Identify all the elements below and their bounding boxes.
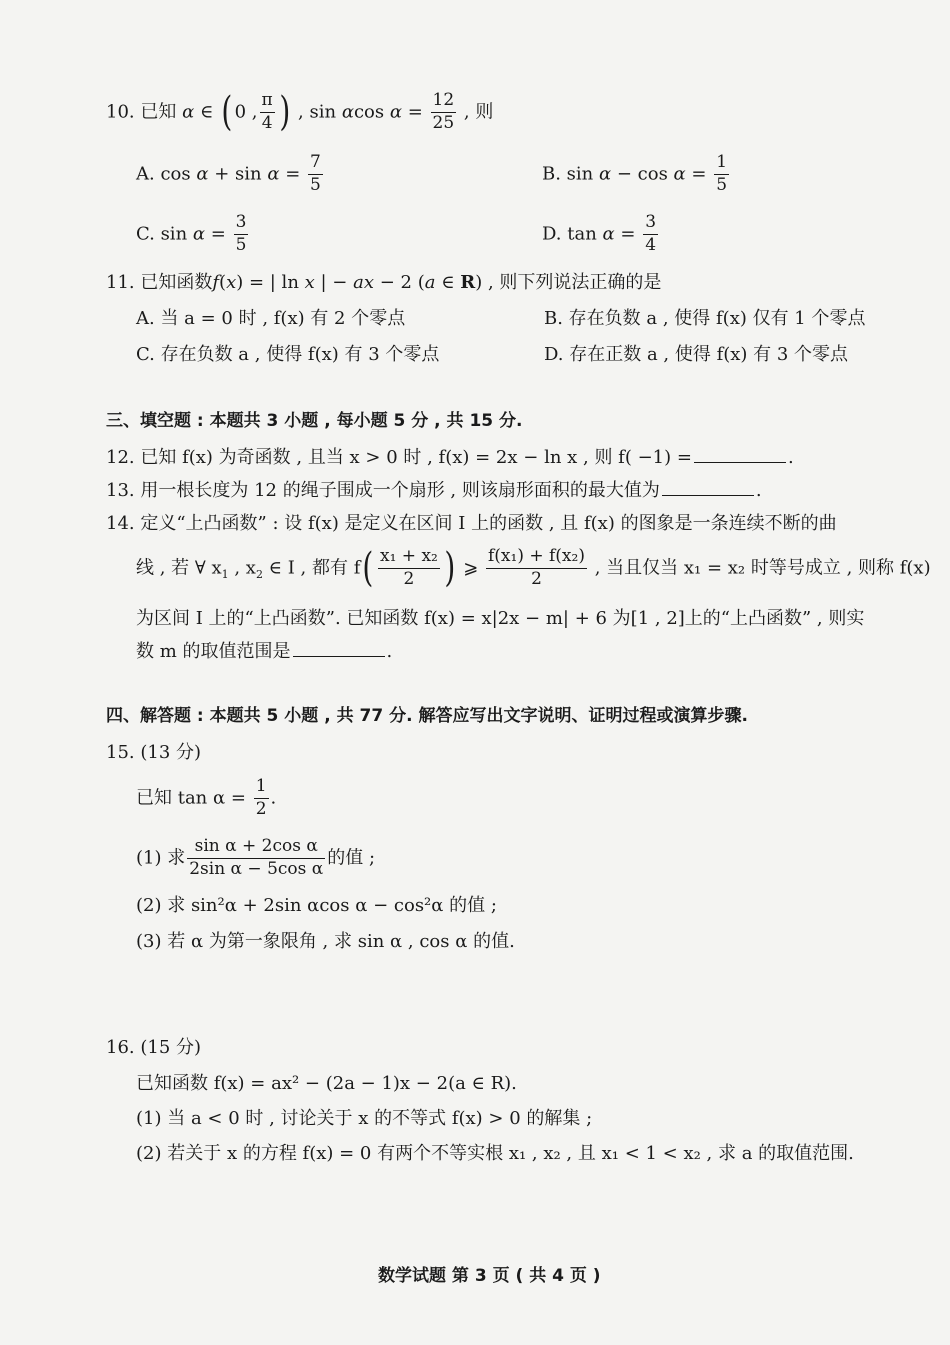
q11-option-a: A. 当 a = 0 时 , f(x) 有 2 个零点 bbox=[136, 308, 406, 329]
q14-line1: 14. 定义“上凸函数” : 设 f(x) 是定义在区间 I 上的函数 , 且 f(x) 的图象是一条连续不断的曲 bbox=[106, 513, 837, 534]
q14-line4: 数 m 的取值范围是 . bbox=[136, 641, 393, 662]
q16-given: 已知函数 f(x) = ax² − (2a − 1)x − 2(a ∈ R). bbox=[136, 1073, 517, 1094]
q10-right-paren: ) bbox=[279, 89, 290, 136]
q14-answer-blank bbox=[293, 656, 385, 657]
q10-end: , 则 bbox=[458, 101, 494, 123]
q16-head: 16. (15 分) bbox=[106, 1037, 202, 1058]
q10-zero: 0 , bbox=[234, 101, 258, 123]
q11-option-b: B. 存在负数 a , 使得 f(x) 仅有 1 个零点 bbox=[544, 308, 866, 329]
q16-part1: (1) 当 a < 0 时 , 讨论关于 x 的不等式 f(x) > 0 的解集 ; bbox=[136, 1108, 593, 1129]
section-4-title: 四、解答题 : 本题共 5 小题 , 共 77 分. 解答应写出文字说明、证明过程或演算步骤. bbox=[106, 706, 748, 726]
q16-part2: (2) 若关于 x 的方程 f(x) = 0 有两个不等实根 x₁ , x₂ , 且 x₁ < 1 < x₂ , 求 a 的取值范围. bbox=[136, 1143, 854, 1164]
q15-head: 15. (13 分) bbox=[106, 742, 202, 763]
q12-answer-blank bbox=[694, 462, 786, 463]
q13: 13. 用一根长度为 12 的绳子围成一个扇形 , 则该扇形面积的最大值为 . bbox=[106, 480, 762, 501]
q10-sin: , sin bbox=[292, 101, 342, 123]
q10-cos: cos bbox=[353, 101, 390, 123]
q10-option-a: A. cos α + sin α = $\frac{7}{5}$ bbox=[136, 152, 321, 195]
q11-stem: 11. 已知函数f(x) = | ln x | − ax − 2 (a ∈ R) , 则下列说法正确的是 bbox=[106, 272, 662, 293]
q10-stem: 10. 已知 α ∈ ( 0 , $\frac{\pi}{4}$ ) , sin αcos α = $\frac{12}{25}$ , 则 bbox=[106, 89, 494, 136]
q15-part3: (3) 若 α 为第一象限角 , 求 sin α , cos α 的值. bbox=[136, 931, 515, 952]
q13-answer-blank bbox=[662, 495, 754, 496]
q10-option-b: B. sin α − cos α = $\frac{1}{5}$ bbox=[542, 152, 728, 195]
q10-in: ∈ bbox=[194, 101, 220, 123]
q15-given: 已知 tan α = $\frac{1}{2}$ . bbox=[136, 776, 277, 819]
q10-left-paren: ( bbox=[221, 89, 233, 136]
q10-option-c: C. sin α = $\frac{3}{5}$ bbox=[136, 212, 247, 255]
q10-alpha: α bbox=[182, 101, 195, 123]
q10-value-fraction: $\frac{12}{25}$ bbox=[432, 90, 455, 133]
q15-part2: (2) 求 sin²α + 2sin αcos α − cos²α 的值 ; bbox=[136, 895, 497, 916]
q14-line3: 为区间 I 上的“上凸函数”. 已知函数 f(x) = x|2x − m| + 6 为[1 , 2]上的“上凸函数” , 则实 bbox=[136, 608, 865, 629]
q11-option-c: C. 存在负数 a , 使得 f(x) 有 3 个零点 bbox=[136, 344, 440, 365]
section-3-title: 三、填空题 : 本题共 3 小题 , 每小题 5 分 , 共 15 分. bbox=[106, 411, 523, 431]
q10-pi-fraction: $\frac{\pi}{4}$ bbox=[261, 90, 273, 133]
q14-line2: 线 , 若 ∀ $x_1$ , $x_2$ ∈ I , 都有 f( $\frac{\text{x₁ + x₂}}{2}$ ) ⩾ $\frac{\text{f(x₁) + f(x₂)}}{2}$ , 当且仅当 x₁ = x₂ 时等号成立 , 则称 f(x) bbox=[136, 545, 931, 592]
q10-eq: = bbox=[402, 101, 429, 123]
q10-option-d: D. tan α = $\frac{3}{4}$ bbox=[542, 212, 657, 255]
q11-option-d: D. 存在正数 a , 使得 f(x) 有 3 个零点 bbox=[544, 344, 849, 365]
q12: 12. 已知 f(x) 为奇函数 , 且当 x > 0 时 , f(x) = 2x − ln x , 则 f( −1) = . bbox=[106, 447, 794, 468]
page-footer: 数学试题 第 3 页 ( 共 4 页 ) bbox=[378, 1266, 601, 1286]
q10-stem-text: 10. 已知 bbox=[106, 101, 183, 123]
q15-part1: (1) 求 $\frac{\text{sin α + 2cos α}}{\text{2sin α − 5cos α}}$ 的值 ; bbox=[136, 836, 376, 879]
